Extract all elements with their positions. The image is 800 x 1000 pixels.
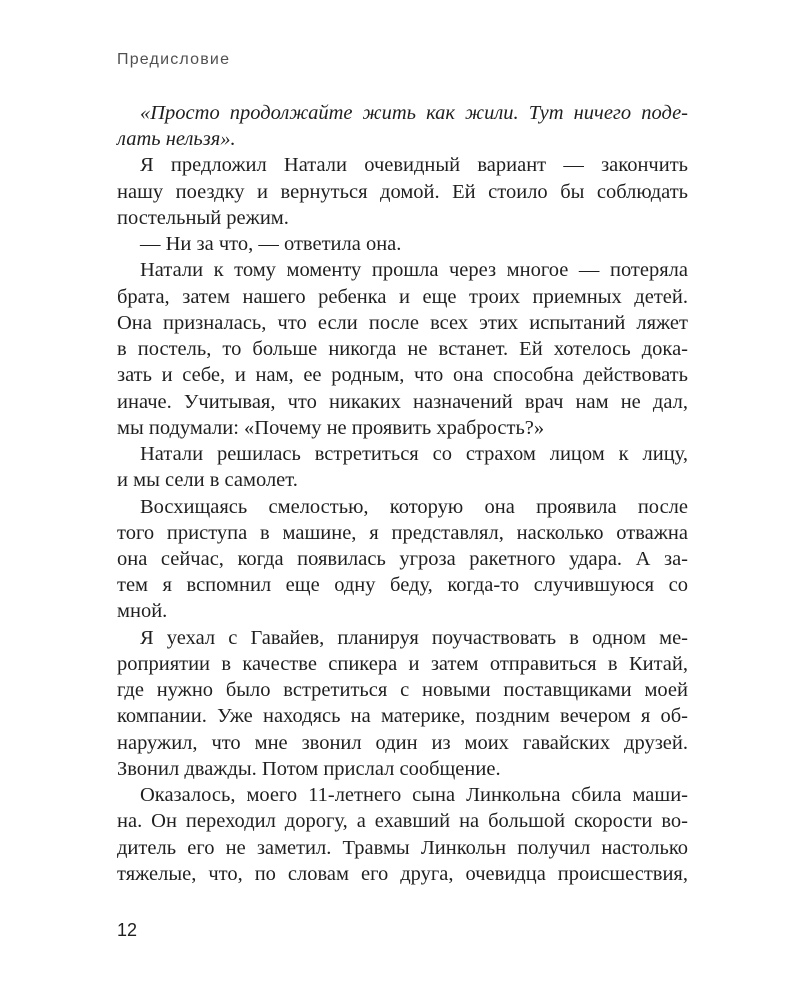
paragraph: [117, 257, 688, 441]
text-line: Она призналась, что если после всех этих испытаний ляжет: [117, 311, 688, 334]
text-line: мы подумали: «Почему не проявить храбрость?»: [117, 416, 545, 439]
text-line: роприятии в качестве спикера и затем отправиться в Китай,: [117, 652, 688, 675]
text-line: мной.: [117, 600, 168, 623]
text-line: наружил, что мне звонил один из моих гавайских друзей.: [117, 731, 688, 754]
paragraph: [117, 494, 688, 625]
text-line: лать нельзя».: [117, 128, 236, 151]
text-line: иначе. Учитывая, что никаких назначений врач нам не дал,: [117, 390, 688, 413]
text-line: Звонил дважды. Потом прислал сообщение.: [117, 757, 501, 780]
text-line: брата, затем нашего ребенка и еще троих приемных детей.: [117, 285, 688, 308]
text-line: тяжелые, что, по словам его друга, очевидца происшествия,: [117, 862, 688, 885]
paragraph: [117, 441, 688, 493]
text-line: в постель, то больше никогда не встанет. Ей хотелось дока-: [117, 338, 688, 361]
paragraph: [117, 152, 688, 231]
text-line: Натали к тому моменту прошла через многое — потеряла: [140, 259, 688, 282]
text-line: Натали решилась встретиться со страхом лицом к лицу,: [140, 443, 688, 466]
page-body: [117, 100, 688, 887]
paragraph: [117, 625, 688, 782]
text-line: где нужно было встретиться с новыми поставщиками моей: [117, 679, 688, 702]
text-line: и мы сели в самолет.: [117, 469, 298, 492]
page-number: 12: [117, 920, 138, 940]
paragraph: [117, 100, 688, 152]
text-line: дитель его не заметил. Травмы Линкольн получил настолько: [117, 836, 688, 859]
text-line: — Ни за что, — ответила она.: [140, 233, 402, 256]
running-header: [117, 49, 230, 71]
text-line: Восхищаясь смелостью, которую она проявила после: [140, 495, 688, 518]
text-line: того приступа в машине, я представлял, насколько отважна: [117, 521, 688, 544]
text-line: Оказалось, моего 11-летнего сына Линкольна сбила маши-: [140, 784, 688, 807]
text-line: Я уехал с Гавайев, планируя поучаствовать в одном ме-: [140, 626, 688, 649]
text-line: зать и себе, и нам, ее родным, что она способна действовать: [117, 364, 688, 387]
text-line: на. Он переходил дорогу, а ехавший на большой скорости во-: [117, 810, 688, 833]
text-line: постельный режим.: [117, 206, 289, 229]
text-line: компании. Уже находясь на материке, поздним вечером я об-: [117, 705, 688, 728]
text-line: Я предложил Натали очевидный вариант — закончить: [140, 154, 688, 177]
paragraph-continued: [117, 782, 688, 887]
text-line: нашу поездку и вернуться домой. Ей стоило бы соблюдать: [117, 180, 688, 203]
text-line: она сейчас, когда появилась угроза ракетного удара. А за-: [117, 547, 688, 570]
running-title: Предисловие: [117, 51, 231, 68]
paragraph-dialogue: [117, 231, 688, 257]
text-line: тем я вспомнил еще одну беду, когда-то случившуюся со: [117, 574, 688, 597]
text-line: «Просто продолжайте жить как жили. Тут ничего поде-: [140, 102, 688, 124]
